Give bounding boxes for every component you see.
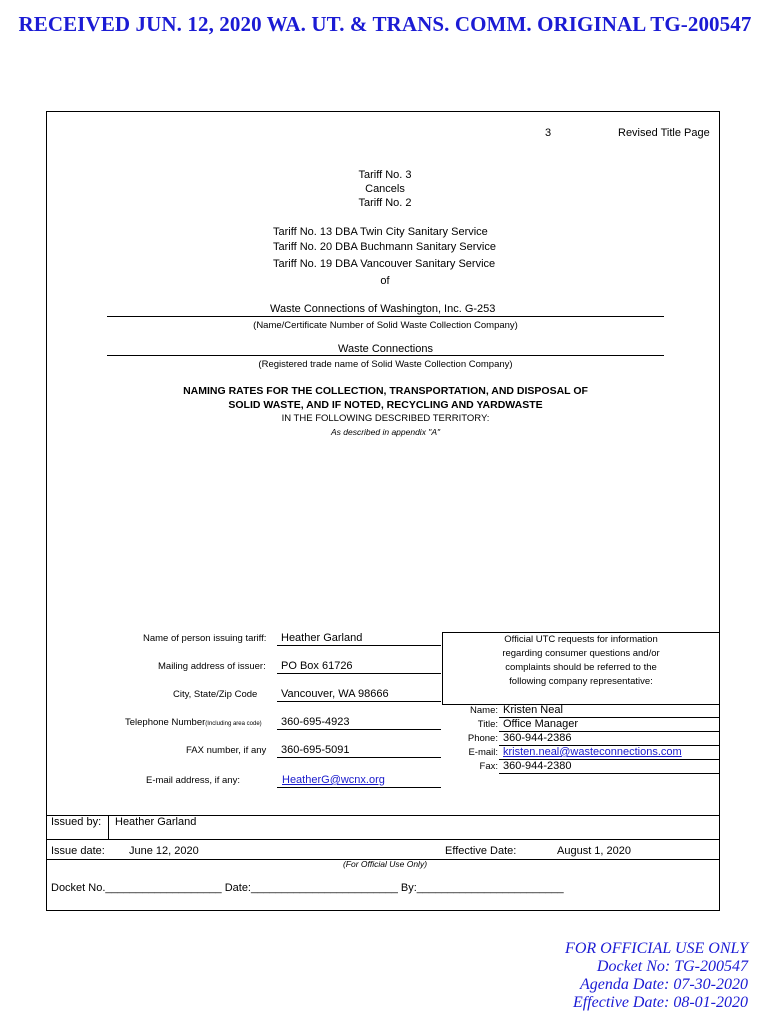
- issuer-fax-value: 360-695-5091: [281, 744, 350, 756]
- utc-note-line: regarding consumer questions and/or: [502, 648, 660, 659]
- received-stamp: RECEIVED JUN. 12, 2020 WA. UT. & TRANS. COMM. ORIGINAL TG-200547: [18, 12, 752, 36]
- issuer-email-link[interactable]: HeatherG@wcnx.org: [282, 774, 385, 786]
- issuer-fax-rule: [277, 757, 441, 758]
- official-docket-number: Docket No: TG-200547: [596, 958, 748, 975]
- tariff-dba-line: Tariff No. 19 DBA Vancouver Sanitary Service: [273, 258, 496, 270]
- issuer-fax-label: FAX number, if any: [186, 745, 267, 756]
- issuer-phone-note: (Including area code): [205, 721, 262, 727]
- issuer-phone-label: [125, 717, 262, 728]
- issued-by-separator: [108, 815, 109, 839]
- rep-fax-value: 360-944-2380: [503, 760, 572, 772]
- effective-date-value: August 1, 2020: [557, 845, 632, 857]
- issue-date-value: June 12, 2020: [129, 845, 199, 857]
- rep-title-value: Office Manager: [503, 718, 579, 730]
- issued-by-value: Heather Garland: [115, 816, 197, 828]
- official-use-heading: FOR OFFICIAL USE ONLY: [565, 940, 748, 957]
- utc-note-line: complaints should be referred to the: [505, 662, 657, 673]
- rep-phone-label: Phone:: [467, 733, 498, 744]
- tariff-number: Tariff No. 3: [358, 169, 412, 181]
- issue-date-label: Issue date:: [51, 845, 105, 857]
- issuer-phone-rule: [277, 729, 441, 730]
- utc-box-top: [442, 632, 720, 633]
- issuer-city-label: City, State/Zip Code: [173, 689, 258, 700]
- rep-title-label: Title:: [477, 719, 498, 730]
- rep-name-value: Kristen Neal: [503, 704, 563, 716]
- rep-email-link[interactable]: kristen.neal@wasteconnections.com: [503, 746, 682, 758]
- tariff-title: NAMING RATES FOR THE COLLECTION, TRANSPORTATION, AND DISPOSAL OF: [183, 385, 588, 397]
- rep-name-label: Name:: [470, 705, 498, 716]
- issuer-mail-label: Mailing address of issuer:: [158, 661, 266, 672]
- effective-date-label: Effective Date:: [445, 845, 517, 857]
- company-name: Waste Connections of Washington, Inc. G-253: [270, 303, 496, 315]
- docket-line: Docket No.___________________ Date:________________________ By:________________________: [51, 882, 564, 894]
- issuer-name-rule: [277, 645, 441, 646]
- issuer-mail-rule: [277, 673, 441, 674]
- official-use-block: [565, 940, 748, 1012]
- trade-name: Waste Connections: [338, 343, 433, 355]
- company-name-rule: [107, 316, 664, 317]
- trade-name-rule: [107, 355, 664, 356]
- issuer-city-value: Vancouver, WA 98666: [281, 688, 389, 700]
- rep-fax-label: Fax:: [479, 761, 498, 772]
- official-agenda-date: Agenda Date: 07-30-2020: [580, 976, 748, 993]
- tariff-of: of: [380, 275, 390, 287]
- tariff-title-line2: SOLID WASTE, AND IF NOTED, RECYCLING AND YARDWASTE: [228, 399, 543, 411]
- issuer-phone-value: 360-695-4923: [281, 716, 350, 728]
- tariff-dba-line: Tariff No. 20 DBA Buchmann Sanitary Service: [273, 241, 496, 253]
- tariff-dba-line: Tariff No. 13 DBA Twin City Sanitary Service: [273, 226, 488, 238]
- issuer-phone-label-text: Telephone Number: [125, 717, 206, 728]
- issuer-name-value: Heather Garland: [281, 632, 363, 644]
- territory-reference: As described in appendix "A": [330, 427, 441, 437]
- utc-note-line: Official UTC requests for information: [504, 634, 658, 645]
- issuer-email-label: E-mail address, if any:: [146, 775, 240, 786]
- page-number: 3: [545, 127, 552, 139]
- trade-name-caption: (Registered trade name of Solid Waste Collection Company): [258, 359, 513, 370]
- issuer-email-rule: [277, 787, 441, 788]
- official-use-note: (For Official Use Only): [342, 859, 428, 869]
- official-effective-date: Effective Date: 08-01-2020: [572, 994, 748, 1011]
- issued-by-label: Issued by:: [51, 816, 102, 828]
- utc-note-line: following company representative:: [509, 676, 653, 687]
- rep-email-label: E-mail:: [468, 747, 498, 758]
- territory-heading: IN THE FOLLOWING DESCRIBED TERRITORY:: [281, 413, 490, 424]
- issuer-city-rule: [277, 701, 441, 702]
- issuer-mail-value: PO Box 61726: [281, 660, 353, 672]
- issued-by-divider: [46, 839, 720, 840]
- company-name-caption: (Name/Certificate Number of Solid Waste Collection Company): [253, 320, 518, 331]
- rep-phone-value: 360-944-2386: [503, 732, 572, 744]
- tariff-cancels: Cancels: [365, 183, 405, 195]
- page-label: Revised Title Page: [618, 127, 710, 139]
- rep-fax-rule: [499, 773, 720, 774]
- tariff-cancelled-number: Tariff No. 2: [358, 197, 412, 209]
- issuer-name-label: Name of person issuing tariff:: [143, 633, 267, 644]
